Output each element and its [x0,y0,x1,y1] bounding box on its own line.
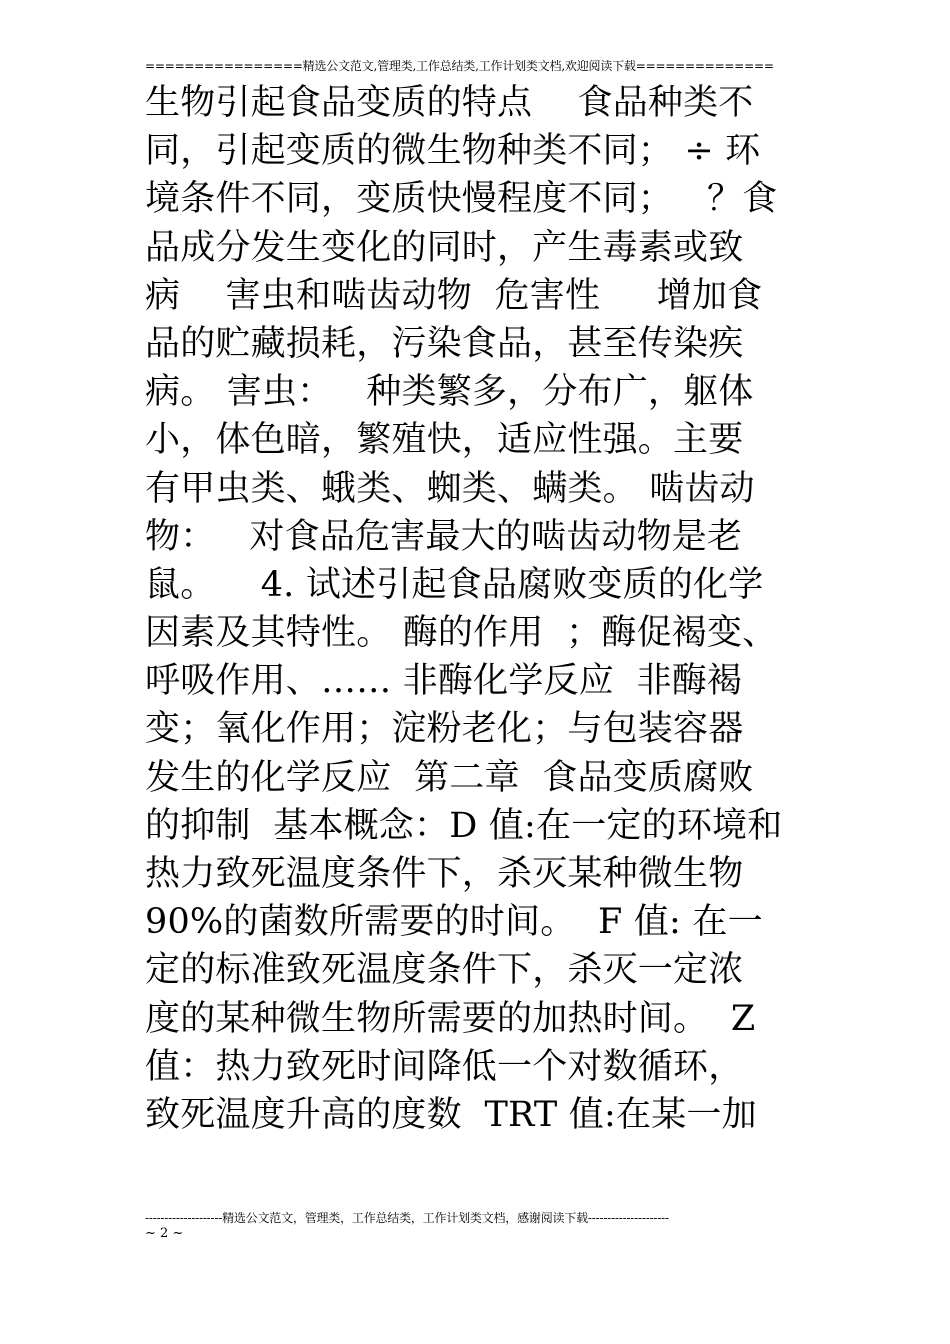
body-line: 有甲虫类、蛾类、蜘类、螨类。 啮齿动 [145,468,755,509]
body-line: 病。 害虫： 种类繁多，分布广，躯体 [145,372,754,413]
body-line: 值：热力致死时间降低一个对数循环， [145,1046,744,1087]
page-header: ================精选公文范文,管理类,工作总结类,工作计划类文档,欢迎阅读下载============== [145,59,774,73]
body-line: 致死温度升高的度数 TRT 值:在某一加 [145,1094,757,1135]
body-line: 鼠。 4. 试述引起食品腐败变质的化学 [145,564,764,605]
body-line: 境条件不同，变质快慢程度不同； ？食 [145,179,778,220]
body-line: 物： 对食品危害最大的啮齿动物是老 [145,516,743,557]
document-body [145,79,807,1139]
body-line: 热力致死温度条件下，杀灭某种微生物 [145,854,744,894]
body-line: 因素及其特性。 酶的作用 ；酶促褐变、 [145,613,778,654]
body-line: 病 害虫和啮齿动物 危害性 增加食 [145,275,763,316]
body-line: 小，体色暗，繁殖快，适应性强。主要 [145,420,744,461]
body-line: 90%的菌数所需要的时间。 F 值: 在一 [145,902,763,943]
body-line: 呼吸作用、…… 非酶化学反应 非酶褐 [145,661,743,702]
body-line: 品的贮藏损耗，污染食品，甚至传染疾 [145,323,744,364]
body-line: 同，引起变质的微生物种类不同； ÷ 环 [145,131,761,172]
page-number: ~ 2 ~ [145,1226,184,1241]
body-line: 的抑制 基本概念：D 值:在一定的环境和 [145,805,783,846]
body-line: 品成分发生变化的同时，产生毒素或致 [145,227,744,268]
body-line: 发生的化学反应 第二章 食品变质腐败 [145,757,754,798]
body-line: 定的标准致死温度条件下，杀灭一定浓 [145,950,744,991]
page-footer: --------------------精选公文范文，管理类，工作总结类，工作计划类文档，感谢阅读下载--------------------- [145,1211,669,1225]
body-line: 生物引起食品变质的特点 食品种类不 [145,83,754,123]
body-line: 变；氧化作用；淀粉老化；与包装容器 [145,709,744,750]
body-line: 度的某种微生物所需要的加热时间。 Z [145,998,756,1039]
